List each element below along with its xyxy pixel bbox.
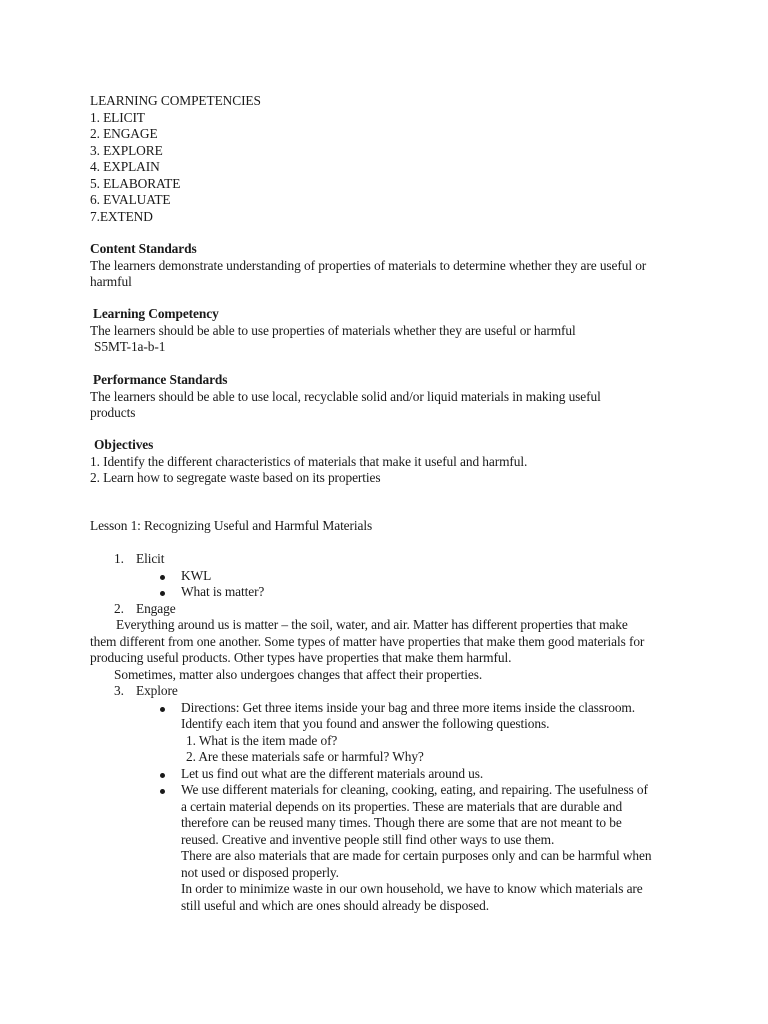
- competency-item: 1. ELICIT: [90, 109, 145, 125]
- explore-text: Identify each item that you found and answer the following questions.: [181, 716, 550, 731]
- explore-text: Let us find out what are the different materials around us.: [181, 765, 484, 781]
- learning-competency-code: S5MT-1a-b-1: [94, 339, 166, 354]
- objectives-heading: Objectives: [94, 437, 154, 452]
- learning-competency-text: The learners should be able to use properties of materials whether they are useful or harmful: [90, 322, 576, 338]
- elicit-bullet: KWL: [181, 567, 212, 583]
- explore-label: Explore: [136, 683, 178, 698]
- competency-item: 2. ENGAGE: [90, 126, 158, 141]
- explore-text: a certain material depends on its properties. These are materials that are durable and: [181, 798, 623, 814]
- explore-number: 3.: [114, 683, 124, 698]
- content-standards-text: harmful: [90, 274, 132, 289]
- learning-competency-heading: Learning Competency: [93, 306, 219, 321]
- explore-question: 1. What is the item made of?: [186, 732, 338, 748]
- lesson-title: Lesson 1: Recognizing Useful and Harmful Materials: [90, 518, 373, 533]
- performance-standards-text: The learners should be able to use local, recyclable solid and/or liquid materials in making useful: [90, 388, 601, 404]
- content-standards-heading: Content Standards: [90, 241, 197, 256]
- explore-text: There are also materials that are made for certain purposes only and can be harmful when: [181, 848, 652, 863]
- elicit-number: 1.: [114, 551, 124, 566]
- explore-text: not used or disposed properly.: [181, 864, 339, 880]
- competency-item: 6. EVALUATE: [90, 192, 171, 207]
- explore-text: In order to minimize waste in our own household, we have to know which materials are: [181, 881, 643, 896]
- elicit-label: Elicit: [136, 551, 165, 566]
- performance-standards-heading: Performance Standards: [93, 372, 228, 387]
- competency-item: 7.EXTEND: [90, 208, 153, 224]
- bullet-icon: [160, 591, 165, 596]
- competency-item: 4. EXPLAIN: [90, 159, 160, 174]
- engage-text: producing useful products. Other types have properties that make them harmful.: [90, 650, 512, 665]
- bullet-icon: [160, 789, 165, 794]
- engage-text: Sometimes, matter also undergoes changes that affect their properties.: [114, 666, 483, 682]
- engage-text: Everything around us is matter – the soil, water, and air. Matter has different properties that make: [116, 617, 628, 632]
- explore-text: Directions: Get three items inside your bag and three more items inside the classroom.: [181, 699, 635, 715]
- competencies-heading: LEARNING COMPETENCIES: [90, 93, 261, 108]
- competency-item: 3. EXPLORE: [90, 142, 163, 158]
- bullet-icon: [160, 773, 165, 778]
- explore-text: therefore can be reused many times. Though there are some that are not meant to be: [181, 815, 622, 830]
- engage-text: them different from one another. Some types of matter have properties that make them good materials for: [90, 633, 645, 649]
- competency-item: 5. ELABORATE: [90, 175, 181, 191]
- elicit-bullet: What is matter?: [181, 584, 265, 599]
- performance-standards-text: products: [90, 405, 136, 420]
- content-standards-text: The learners demonstrate understanding of properties of materials to determine whether they are useful or: [90, 257, 647, 273]
- explore-text: still useful and which are ones should already be disposed.: [181, 897, 489, 913]
- bullet-icon: [160, 575, 165, 580]
- explore-text: reused. Creative and inventive people still find other ways to use them.: [181, 831, 555, 847]
- engage-number: 2.: [114, 600, 124, 616]
- objective-item: 2. Learn how to segregate waste based on its properties: [90, 470, 381, 485]
- engage-label: Engage: [136, 600, 176, 616]
- bullet-icon: [160, 707, 165, 712]
- explore-text: We use different materials for cleaning, cooking, eating, and repairing. The usefulness of: [181, 782, 648, 797]
- objective-item: 1. Identify the different characteristics of materials that make it useful and harmful.: [90, 453, 528, 469]
- explore-question: 2. Are these materials safe or harmful? Why?: [186, 749, 424, 764]
